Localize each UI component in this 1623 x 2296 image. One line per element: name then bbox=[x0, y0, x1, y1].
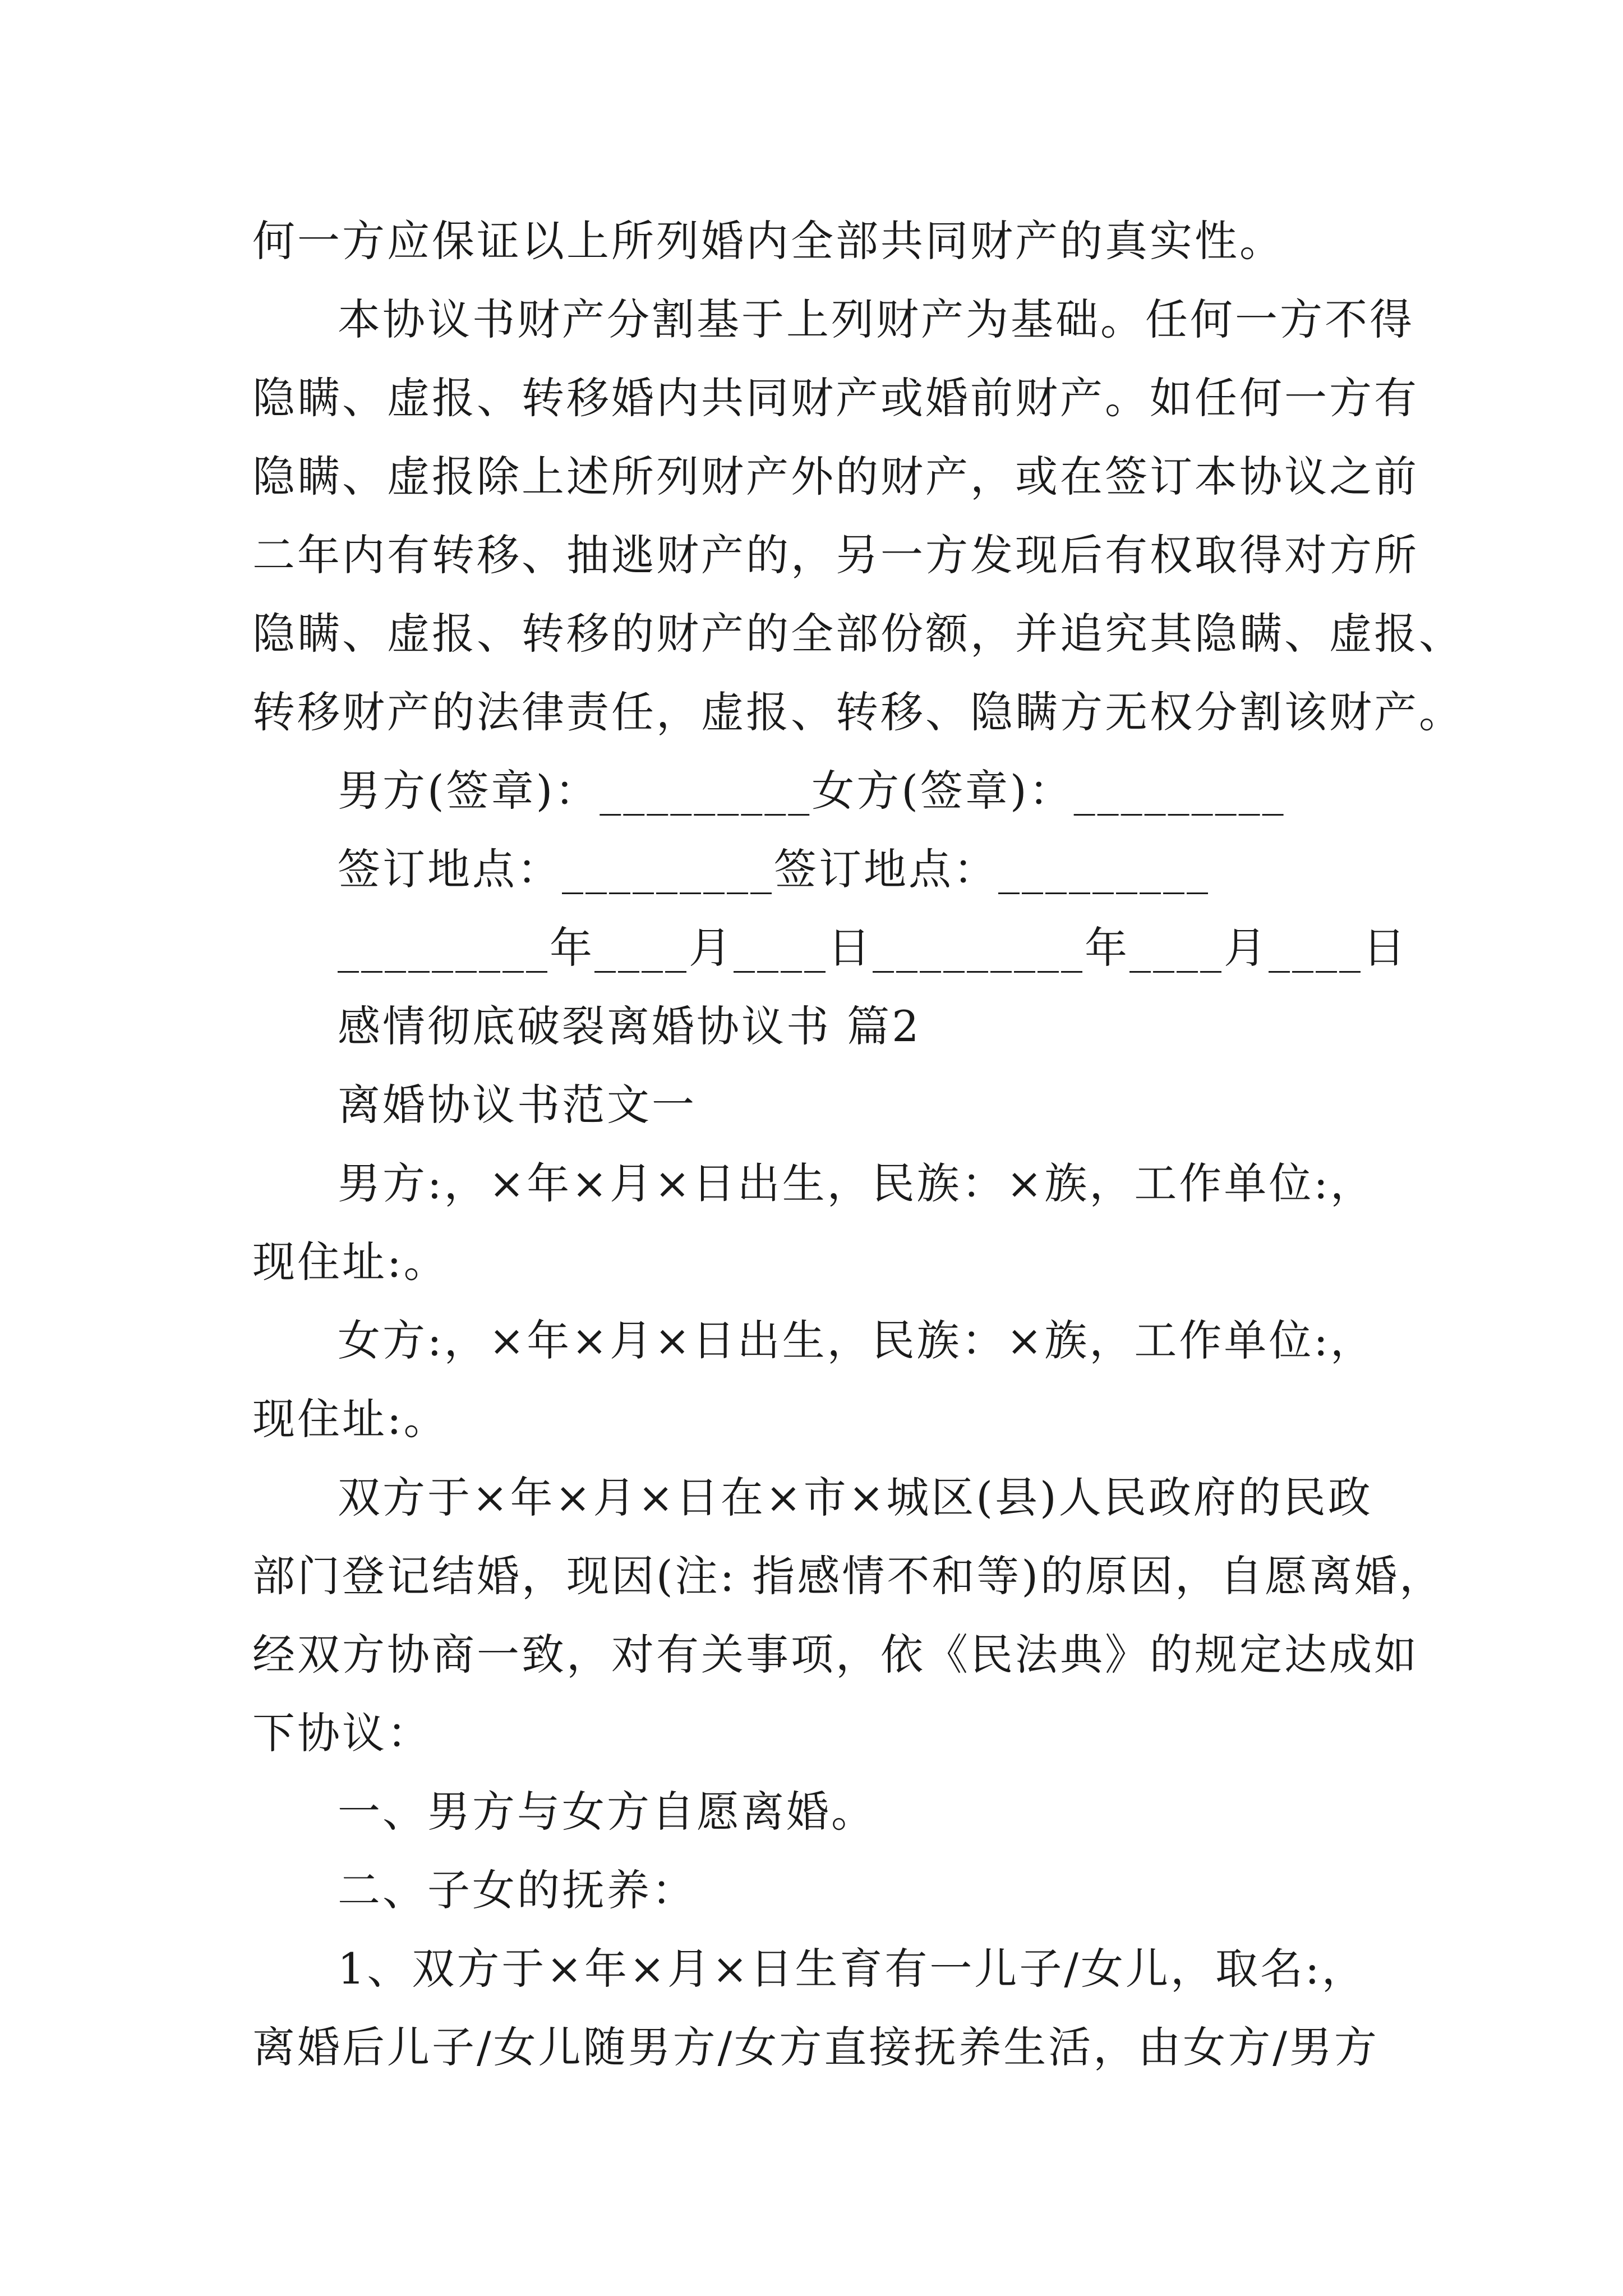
clause-line: 一、男方与女方自愿离婚。 bbox=[338, 1787, 876, 1837]
text-line: 现住址:。 bbox=[252, 1237, 449, 1287]
text-line: 隐瞒、虚报、转移婚内共同财产或婚前财产。如任何一方有 bbox=[252, 373, 1419, 423]
paragraph-start-line: 本协议书财产分割基于上列财产为基础。任何一方不得 bbox=[338, 295, 1414, 344]
text-line: 离婚后儿子/女儿随男方/女方直接抚养生活，由女方/男方 bbox=[252, 2022, 1379, 2072]
signature-line: 男方(签章)：_________女方(签章)：_________ bbox=[338, 766, 1286, 816]
date-line: _________年____月____日_________年____月____日 bbox=[338, 923, 1408, 973]
signing-place-line: 签订地点：_________签订地点：_________ bbox=[338, 844, 1210, 894]
text-line: 转移财产的法律责任，虚报、转移、隐瞒方无权分割该财产。 bbox=[252, 687, 1464, 737]
text-line: 何一方应保证以上所列婚内全部共同财产的真实性。 bbox=[252, 216, 1284, 266]
text-line: 二年内有转移、抽逃财产的，另一方发现后有权取得对方所 bbox=[252, 530, 1419, 580]
paragraph-start-line: 女方:，×年×月×日出生，民族：×族，工作单位:， bbox=[338, 1315, 1375, 1365]
text-line: 下协议： bbox=[252, 1708, 432, 1758]
paragraph-start-line: 1、双方于×年×月×日生育有一儿子/女儿，取名:， bbox=[338, 1944, 1367, 1994]
text-line: 隐瞒、虚报除上述所列财产外的财产，或在签订本协议之前 bbox=[252, 452, 1419, 501]
section-title: 感情彻底破裂离婚协议书 篇2 bbox=[338, 1001, 921, 1051]
clause-line: 二、子女的抚养： bbox=[338, 1865, 697, 1915]
text-line: 隐瞒、虚报、转移的财产的全部份额，并追究其隐瞒、虚报、 bbox=[252, 609, 1464, 659]
text-line: 现住址:。 bbox=[252, 1394, 449, 1444]
subsection-title: 离婚协议书范文一 bbox=[338, 1080, 697, 1130]
text-line: 部门登记结婚，现因(注: 指感情不和等)的原因，自愿离婚， bbox=[252, 1551, 1445, 1601]
paragraph-start-line: 男方:，×年×月×日出生，民族：×族，工作单位:， bbox=[338, 1158, 1375, 1208]
paragraph-start-line: 双方于×年×月×日在×市×城区(县)人民政府的民政 bbox=[338, 1473, 1373, 1522]
text-line: 经双方协商一致，对有关事项，依《民法典》的规定达成如 bbox=[252, 1630, 1419, 1680]
